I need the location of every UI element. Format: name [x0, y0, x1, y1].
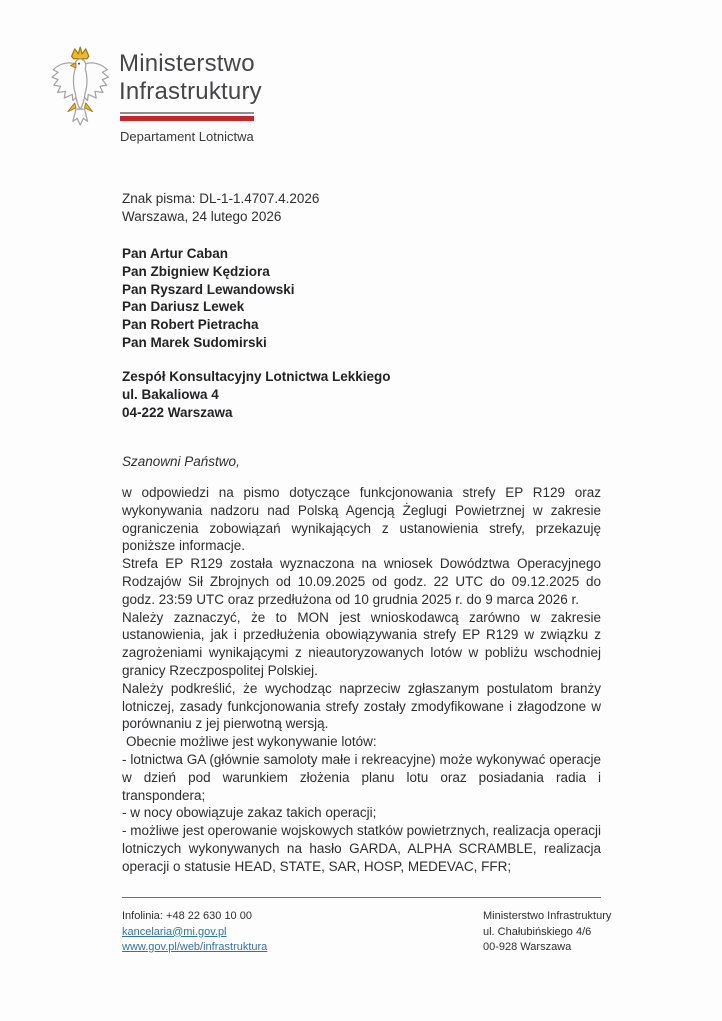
ministry-name-line2: Infrastruktury: [119, 78, 262, 105]
organization-name: Zespół Konsultacyjny Lotnictwa Lekkiego: [122, 369, 391, 384]
letterhead-accent-divider: [120, 116, 254, 121]
organization-city: 04-222 Warszawa: [122, 404, 233, 420]
infoline: Infolinia: +48 22 630 10 00: [122, 910, 252, 922]
footer-contact: [122, 909, 267, 956]
recipient-organization: [122, 368, 391, 421]
recipient-line: Pan Artur Caban: [122, 246, 229, 261]
letterhead-thin-divider: [120, 112, 254, 114]
polish-eagle-emblem-icon: [48, 44, 110, 130]
footer-address: [483, 909, 611, 956]
footer-city: 00-928 Warszawa: [483, 941, 572, 953]
footer-ministry-name: Ministerstwo Infrastruktury: [483, 910, 612, 922]
recipient-line: Pan Dariusz Lewek: [122, 299, 245, 315]
recipient-line: Pan Zbigniew Kędziora: [122, 263, 270, 279]
body-bullet: - możliwe jest operowanie wojskowych statków powietrznych, realizacja operacji lotniczych wykonywanych na hasło GARDA, ALPHA SCRAMBLE, realizacja operacji o statusie HEAD, STATE, SAR, HOSP, MEDEVAC, FFR;: [122, 823, 601, 874]
email-link[interactable]: kancelaria@mi.gov.pl: [122, 925, 227, 938]
recipient-line: Pan Marek Sudomirski: [122, 334, 267, 350]
body-paragraph: Obecnie możliwe jest wykonywanie lotów:: [126, 734, 377, 750]
body-paragraph: Strefa EP R129 została wyznaczona na wniosek Dowództwa Operacyjnego Rodzajów Sił Zbrojnych od 10.09.2025 od godz. 22 UTC do 09.12.2025 do godz. 23:59 UTC oraz przedłużona od 10 grudnia 2025 r. do 9 marca 2026 r.: [122, 556, 601, 607]
salutation: Szanowni Państwo,: [122, 454, 240, 469]
organization-street: ul. Bakaliowa 4: [122, 386, 219, 402]
body-paragraph: w odpowiedzi na pismo dotyczące funkcjonowania strefy EP R129 oraz wykonywania nadzoru nad Polską Agencją Żeglugi Powietrznej w zakresie ograniczenia zobowiązań wynikających z ustanowienia strefy, przekazuję poniższe informacje.: [122, 485, 601, 554]
ministry-name: [119, 50, 262, 106]
body-bullet: - w nocy obowiązuje zakaz takich operacji;: [122, 805, 377, 821]
body-paragraph: Należy zaznaczyć, że to MON jest wnioskodawcą zarówno w zakresie ustanowienia, jak i przedłużenia obowiązywania strefy EP R129 w związku z zagrożeniami wynikającymi z nieautoryzowanych lotów w pobliżu wschodniej granicy Rzeczpospolitej Polskiej.: [122, 609, 601, 678]
ministry-name-line1: Ministerstwo: [119, 50, 255, 77]
footer-divider: [122, 897, 601, 898]
recipients-list: [122, 245, 295, 352]
department-label: Departament Lotnictwa: [120, 129, 254, 144]
recipient-line: Pan Robert Pietracha: [122, 317, 259, 333]
body-paragraph: Należy podkreślić, że wychodząc naprzeciw zgłaszanym postulatom branży lotniczej, zasady funkcjonowania strefy zostały zmodyfikowane i złagodzone w porównaniu z jej pierwotną wersją.: [122, 680, 601, 732]
letter-body: [122, 484, 601, 876]
place-date: Warszawa, 24 lutego 2026: [122, 208, 282, 224]
reference-number: Znak pisma: DL-1-1.4707.4.2026: [122, 191, 320, 206]
website-link[interactable]: www.gov.pl/web/infrastruktura: [122, 941, 268, 953]
footer-street: ul. Chałubińskiego 4/6: [483, 925, 592, 938]
letter-meta: [122, 190, 319, 226]
recipient-line: Pan Ryszard Lewandowski: [122, 281, 295, 297]
body-bullet: - lotnictwa GA (głównie samoloty małe i rekreacyjne) może wykonywać operacje w dzień pod warunkiem złożenia planu lotu oraz posiadania radia i transpondera;: [122, 751, 601, 803]
